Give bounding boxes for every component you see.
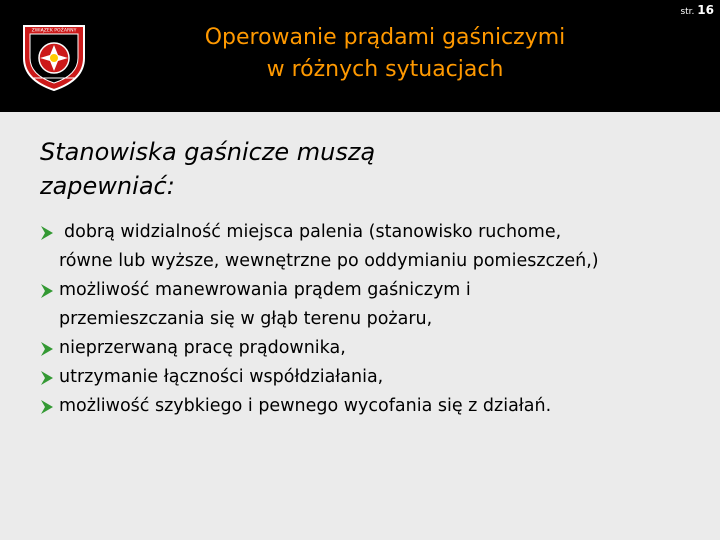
bullet-item-continuation: przemieszczania się w głąb terenu pożaru, bbox=[59, 309, 433, 329]
green-arrow-bullet-icon bbox=[40, 225, 54, 241]
bullet-item-text: utrzymanie łączności współdziałania, bbox=[59, 367, 384, 387]
slide-header bbox=[0, 0, 720, 112]
green-arrow-bullet-icon bbox=[40, 399, 54, 415]
bullet-list bbox=[40, 218, 700, 421]
green-arrow-bullet-icon bbox=[40, 341, 54, 357]
subtitle-line-2: zapewniać: bbox=[40, 172, 175, 200]
bullet-item-text: możliwość manewrowania prądem gaśniczym i bbox=[59, 280, 471, 300]
content-subtitle bbox=[40, 135, 640, 203]
bullet-item bbox=[40, 218, 700, 276]
fire-brigade-emblem-icon bbox=[18, 20, 90, 92]
subtitle-line-1: Stanowiska gaśnicze muszą bbox=[40, 138, 376, 166]
bullet-item bbox=[40, 392, 700, 421]
bullet-item-text: dobrą widzialność miejsca palenia (stanowisko ruchome, bbox=[64, 222, 562, 242]
page-number-prefix: str. bbox=[680, 7, 695, 17]
page-number bbox=[680, 3, 714, 17]
green-arrow-bullet-icon bbox=[40, 370, 54, 386]
title-line-2: w różnych sytuacjach bbox=[266, 57, 504, 82]
page-number-value: 16 bbox=[697, 3, 714, 17]
bullet-item bbox=[40, 276, 700, 334]
bullet-item bbox=[40, 363, 700, 392]
green-arrow-bullet-icon bbox=[40, 283, 54, 299]
title-line-1: Operowanie prądami gaśniczymi bbox=[204, 25, 566, 50]
slide-title bbox=[150, 22, 620, 86]
logo-text: ZWIĄZEK POŻARNY bbox=[31, 28, 77, 34]
bullet-item bbox=[40, 334, 700, 363]
bullet-item-continuation: równe lub wyższe, wewnętrzne po oddymianiu pomieszczeń,) bbox=[59, 251, 599, 271]
bullet-item-text: nieprzerwaną pracę prądownika, bbox=[59, 338, 346, 358]
bullet-item-text: możliwość szybkiego i pewnego wycofania się z działań. bbox=[59, 396, 552, 416]
